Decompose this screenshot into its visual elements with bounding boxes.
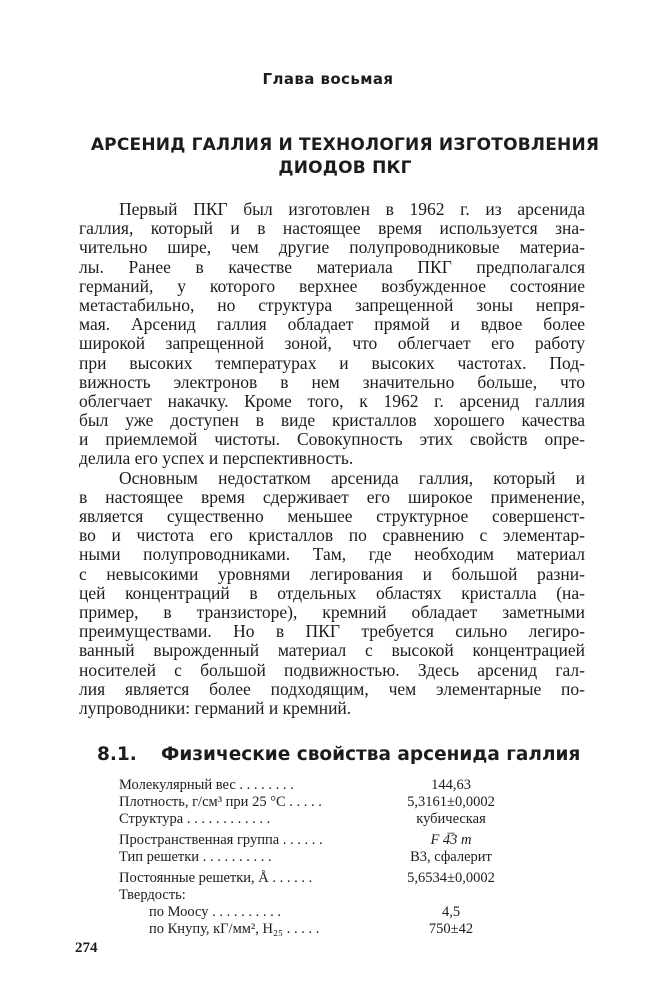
- section-title: Физические свойства арсенида галлия: [161, 744, 581, 765]
- property-value: F 4̅3 m: [430, 832, 472, 848]
- text-line: лия является более подходящим, чем элементарные по-: [79, 678, 585, 699]
- chapter-heading: Глава восьмая: [262, 70, 394, 88]
- text-line: преимуществами. Но в ПКГ требуется сильно легиро-: [79, 621, 585, 642]
- chapter-title: [60, 134, 630, 180]
- property-value: 144,63: [431, 777, 471, 793]
- property-value: В3, сфалерит: [410, 849, 492, 865]
- properties-table: [119, 777, 549, 938]
- property-row: [119, 777, 549, 794]
- text-line: Первый ПКГ был изготовлен в 1962 г. из арсенида: [119, 199, 585, 219]
- section-heading: [97, 744, 580, 765]
- chapter-title-line: АРСЕНИД ГАЛЛИЯ И ТЕХНОЛОГИЯ ИЗГОТОВЛЕНИЯ: [90, 135, 600, 155]
- text-line: германий, у которого верхнее возбужденное состояние: [79, 275, 585, 296]
- text-line: во и чистота его кристаллов по сравнению с элементар-: [79, 525, 585, 546]
- text-line: чительно шире, чем другие полупроводниковые материа-: [79, 237, 585, 258]
- text-line: ными полупроводниками. Там, где необходим материал: [79, 544, 585, 565]
- property-value: 5,6534±0,0002: [407, 870, 495, 886]
- property-row: [119, 832, 549, 849]
- text-line: цей концентраций в отдельных областях кристалла (на-: [79, 582, 585, 603]
- text-line: широкой запрещенной зоной, что облегчает его работу: [79, 333, 585, 354]
- text-line: является существенно меньшее структурное совершенст-: [79, 506, 585, 526]
- property-row: [119, 904, 549, 921]
- property-value: 750±42: [428, 921, 474, 937]
- property-row: [119, 870, 549, 887]
- text-line: с невысокими уровнями легирования и большой разни-: [79, 563, 585, 584]
- property-value: 5,3161±0,0002: [407, 794, 495, 810]
- section-number: 8.1.: [97, 744, 137, 765]
- property-label: по Моосу . . . . . . . . . .: [149, 904, 282, 920]
- chapter-title-line: ДИОДОВ ПКГ: [278, 158, 412, 178]
- body-text: [79, 200, 585, 718]
- text-line: метастабильно, но структура запрещенной зоны непря-: [79, 294, 585, 315]
- text-line: в настоящее время сдерживает его широкое применение,: [79, 486, 585, 507]
- property-label: Структура . . . . . . . . . . . .: [119, 811, 271, 827]
- text-line: облегчает накачку. Кроме того, к 1962 г. арсенид галлия: [79, 390, 585, 411]
- text-line: при высоких температурах и высоких частотах. Под-: [79, 352, 585, 373]
- text-line: ванный вырожденный материал с высокой концентрацией: [79, 640, 585, 661]
- text-line: мая. Арсенид галлия обладает прямой и вдвое более: [79, 314, 585, 335]
- property-label: Плотность, г/см³ при 25 °С . . . . .: [119, 794, 322, 810]
- text-line: пример, в транзисторе), кремний обладает заметными: [79, 601, 585, 622]
- property-row: [119, 887, 549, 904]
- property-row: [119, 849, 549, 866]
- property-value: кубическая: [416, 811, 486, 827]
- property-row: [119, 811, 549, 828]
- property-value: 4,5: [441, 904, 461, 920]
- text-line: лы. Ранее в качестве материала ПКГ предполагался: [79, 256, 585, 277]
- page-number: 274: [75, 940, 98, 956]
- property-label: Тип решетки . . . . . . . . . .: [119, 849, 272, 865]
- property-row: [119, 794, 549, 811]
- text-line: носителей с большой подвижностью. Здесь арсенид гал-: [79, 659, 585, 680]
- text-line: и приемлемой чистоты. Совокупность этих свойств опре-: [79, 429, 585, 450]
- property-label: Молекулярный вес . . . . . . . .: [119, 777, 294, 793]
- property-label: Твердость:: [119, 887, 186, 903]
- text-line: лупроводники: германий и кремний.: [79, 697, 352, 718]
- text-line: Основным недостатком арсенида галлия, который и: [119, 467, 585, 488]
- property-label: Постоянные решетки, Å . . . . . .: [119, 870, 313, 886]
- text-line: был уже доступен в виде кристаллов хорошего качества: [79, 410, 585, 431]
- text-line: галлия, который и в настоящее время используется зна-: [79, 218, 585, 239]
- property-row: [119, 921, 549, 938]
- text-line: вижность электронов в нем значительно больше, что: [79, 371, 585, 392]
- property-label: Пространственная группа . . . . . .: [119, 832, 323, 848]
- property-label: по Кнупу, кГ/мм², H₂₅ . . . . .: [149, 921, 320, 937]
- text-line: делила его успех и перспективность.: [79, 448, 354, 469]
